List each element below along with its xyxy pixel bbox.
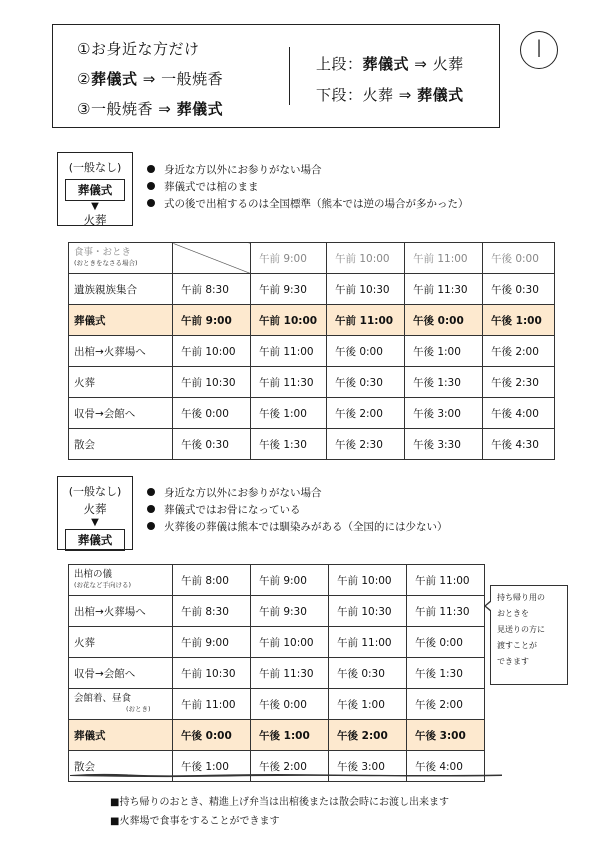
- flow-diagram-2: [57, 476, 133, 550]
- table-cell: 午後 0:30: [483, 274, 555, 305]
- table-cell: 午後 4:30: [483, 429, 555, 460]
- table-cell: 午後 0:00: [483, 243, 555, 274]
- table-cell: 午後 3:00: [329, 751, 407, 782]
- note-line: おときを: [497, 609, 529, 618]
- bullet-icon: [147, 165, 155, 173]
- table-cell: 午前 10:30: [329, 596, 407, 627]
- table-cell: 午後 2:30: [327, 429, 405, 460]
- bullet-icon: [147, 182, 155, 190]
- table-cell: 午前 10:00: [327, 243, 405, 274]
- option-3: ③一般焼香 ⇒ 葬儀式: [77, 100, 224, 118]
- table-cell: 午前 9:30: [251, 274, 327, 305]
- lower-row-legend: 下段：火葬 ⇒ 葬儀式: [316, 86, 464, 104]
- diagonal-cell: [173, 243, 251, 274]
- row-label: 収骨→会館へ: [69, 658, 173, 689]
- table-cell: 午前 10:00: [251, 627, 329, 658]
- option-2: ②葬儀式 ⇒ 一般焼香: [77, 70, 224, 88]
- table-cell: 午前 10:30: [173, 658, 251, 689]
- table-row: [69, 627, 485, 658]
- note-line: 持ち帰り用の: [497, 593, 545, 602]
- page-number: Ⅰ: [520, 31, 558, 69]
- flow-note: (一般なし): [68, 485, 122, 498]
- table-cell: 午後 2:00: [483, 336, 555, 367]
- table-cell: 午前 11:00: [407, 565, 485, 596]
- table-cell: 午後 0:30: [327, 367, 405, 398]
- flow-step-first: 火葬: [83, 502, 107, 516]
- table-cell: 午前 10:00: [251, 305, 327, 336]
- row-label: 火葬: [69, 627, 173, 658]
- schedule-table-1: [68, 242, 555, 460]
- table-cell: 午前 10:30: [327, 274, 405, 305]
- table-cell: 午後 3:30: [405, 429, 483, 460]
- table-row: [69, 596, 485, 627]
- table-cell: 午後 0:00: [407, 627, 485, 658]
- table-cell: 午後 1:00: [329, 689, 407, 720]
- row-label: 出棺の儀 (お花など手向ける): [69, 565, 173, 596]
- table-cell: 午前 8:30: [173, 274, 251, 305]
- table-cell: 午後 1:00: [405, 336, 483, 367]
- table-cell: 午後 1:30: [251, 429, 327, 460]
- note-line: 渡すことが: [497, 641, 537, 650]
- table-cell: 午前 11:00: [405, 243, 483, 274]
- table-cell: 午前 9:00: [251, 243, 327, 274]
- table-cell: 午後 1:30: [405, 367, 483, 398]
- callout-arrow-fill: [486, 601, 492, 611]
- bullet-icon: [147, 199, 155, 207]
- table-header-row: [69, 243, 555, 274]
- table-cell: 午後 0:00: [405, 305, 483, 336]
- table-cell: 午後 2:00: [407, 689, 485, 720]
- table-row: [69, 689, 485, 720]
- table-cell: 午後 1:00: [173, 751, 251, 782]
- table-cell: 午後 2:30: [483, 367, 555, 398]
- table-row-highlight: [69, 305, 555, 336]
- arrow-down-icon: ▼: [91, 201, 99, 212]
- table-cell: 午後 2:00: [327, 398, 405, 429]
- table-row: [69, 336, 555, 367]
- table-cell: 午前 8:00: [173, 565, 251, 596]
- table-cell: 午前 9:00: [173, 305, 251, 336]
- table-cell: 午後 2:00: [329, 720, 407, 751]
- row-label: 会館着、昼食 (おとき): [69, 689, 173, 720]
- bullet-icon: [147, 488, 155, 496]
- table-cell: 午後 1:00: [251, 398, 327, 429]
- bullet-list-1: [147, 162, 469, 213]
- table-row: [69, 367, 555, 398]
- table-cell: 午前 9:00: [251, 565, 329, 596]
- table-row: [69, 429, 555, 460]
- schedule-table-2: [68, 564, 485, 782]
- table-cell: 午後 0:00: [251, 689, 329, 720]
- table-cell: 午後 3:00: [405, 398, 483, 429]
- table-cell: 午前 11:30: [251, 658, 329, 689]
- row-label: 出棺→火葬場へ: [69, 596, 173, 627]
- row-label: 収骨→会館へ: [69, 398, 173, 429]
- table-cell: 午前 9:00: [173, 627, 251, 658]
- bullet-list-2: [147, 485, 448, 536]
- table-cell: 午後 0:00: [327, 336, 405, 367]
- upper-row-legend: 上段：葬儀式 ⇒ 火葬: [316, 55, 464, 73]
- table-cell: 午前 11:00: [329, 627, 407, 658]
- row-label: 火葬: [69, 367, 173, 398]
- table-cell: 午前 11:30: [407, 596, 485, 627]
- table-cell: 午後 0:00: [173, 720, 251, 751]
- table-row-highlight: [69, 720, 485, 751]
- bullet-item: 葬儀式ではお骨になっている: [147, 502, 448, 519]
- takeaway-note: [490, 585, 568, 685]
- bullet-icon: [147, 505, 155, 513]
- note-line: 見送りの方に: [497, 625, 545, 634]
- table-cell: 午前 8:30: [173, 596, 251, 627]
- flow-step-second: 火葬: [83, 213, 107, 227]
- row-label: 遺族親族集合: [69, 274, 173, 305]
- option-1: ①お身近な方だけ: [77, 40, 200, 58]
- row-label: 葬儀式: [69, 305, 173, 336]
- table-cell: 午前 11:30: [251, 367, 327, 398]
- table-cell: 午後 1:00: [483, 305, 555, 336]
- table-row: [69, 398, 555, 429]
- divider: [289, 47, 290, 105]
- bullet-item: 身近な方以外にお参りがない場合: [147, 162, 469, 179]
- table-cell: 午後 3:00: [407, 720, 485, 751]
- table-cell: 午前 11:00: [173, 689, 251, 720]
- footer-note-1: ■持ち帰りのおとき、精進上げ弁当は出棺後または散会時にお渡し出来ます: [110, 797, 450, 808]
- header-meal-cell: 食事・おとき (おときをなさる場合): [69, 243, 173, 274]
- row-label: 散会: [69, 429, 173, 460]
- table-row: [69, 274, 555, 305]
- table-cell: 午前 11:00: [327, 305, 405, 336]
- table-cell: 午前 11:30: [405, 274, 483, 305]
- row-label: 散会: [69, 751, 173, 782]
- table-cell: 午後 1:30: [407, 658, 485, 689]
- table-row: [69, 658, 485, 689]
- table-cell: 午後 2:00: [251, 751, 329, 782]
- table-cell: 午前 10:00: [329, 565, 407, 596]
- flow-step-second: 葬儀式: [65, 529, 125, 551]
- flow-diagram-1: [57, 152, 133, 226]
- row-label: 葬儀式: [69, 720, 173, 751]
- table-cell: 午前 10:30: [173, 367, 251, 398]
- table-cell: 午後 0:00: [173, 398, 251, 429]
- bullet-item: 葬儀式では棺のまま: [147, 179, 469, 196]
- bullet-item: 身近な方以外にお参りがない場合: [147, 485, 448, 502]
- table-cell: 午後 1:00: [251, 720, 329, 751]
- bullet-icon: [147, 522, 155, 530]
- table-cell: 午後 4:00: [407, 751, 485, 782]
- table-cell: 午前 11:00: [251, 336, 327, 367]
- bullet-item: 火葬後の葬儀は熊本では馴染みがある（全国的には少ない）: [147, 519, 448, 536]
- note-line: できます: [497, 657, 529, 666]
- table-row: [69, 565, 485, 596]
- row-label: 出棺→火葬場へ: [69, 336, 173, 367]
- table-cell: 午前 10:00: [173, 336, 251, 367]
- table-cell: 午後 0:30: [329, 658, 407, 689]
- bullet-item: 式の後で出棺するのは全国標準（熊本では逆の場合が多かった）: [147, 196, 469, 213]
- header-box: [52, 24, 500, 128]
- brush-divider: [70, 772, 502, 778]
- flow-step-first: 葬儀式: [65, 179, 125, 201]
- table-cell: 午後 4:00: [483, 398, 555, 429]
- footer-note-2: ■火葬場で食事をすることができます: [110, 816, 280, 827]
- table-cell: 午前 9:30: [251, 596, 329, 627]
- table-cell: 午後 0:30: [173, 429, 251, 460]
- flow-note: (一般なし): [68, 161, 122, 174]
- arrow-down-icon: ▼: [91, 517, 99, 528]
